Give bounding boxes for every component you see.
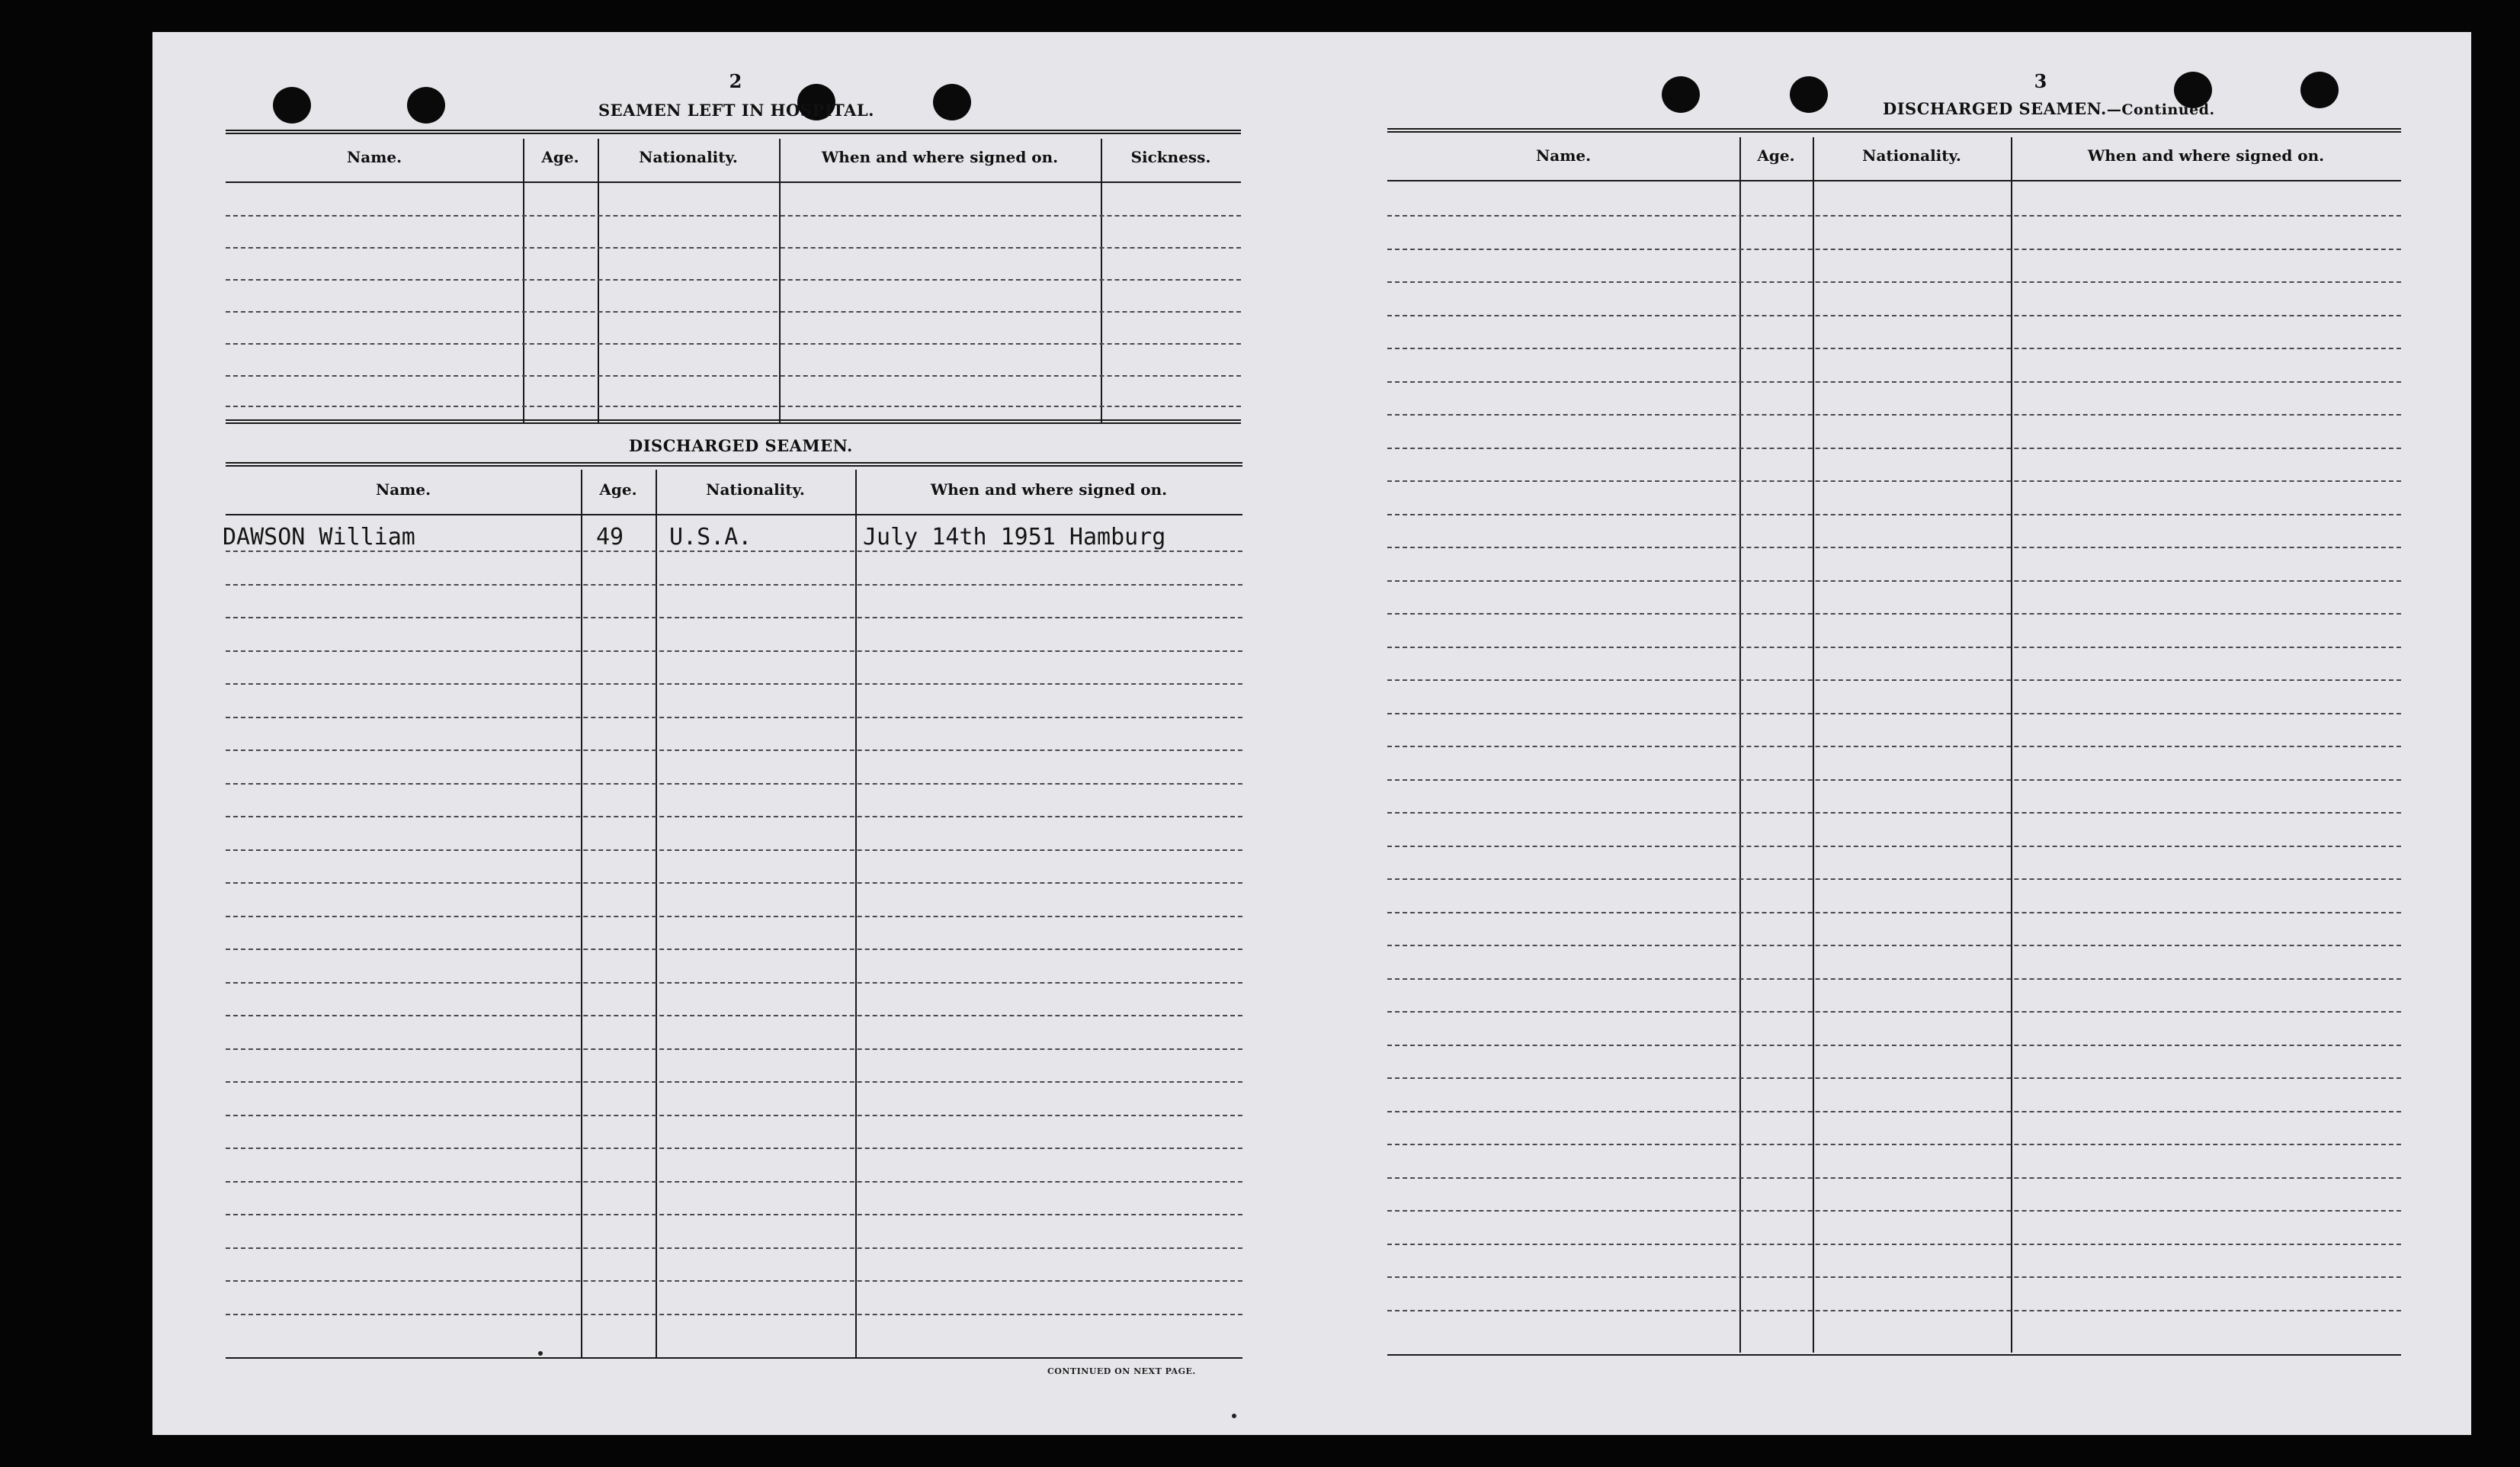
header-rule: [226, 514, 1242, 515]
ruled-line: [226, 1314, 1242, 1315]
ruled-line: [226, 1247, 1242, 1249]
ruled-line: [1387, 945, 2401, 946]
column-divider: [1739, 137, 1741, 1353]
column-header-signed-on: When and where signed on.: [930, 480, 1168, 499]
ruled-line: [226, 783, 1242, 785]
ruled-line: [1387, 580, 2401, 582]
column-divider: [2011, 137, 2012, 1353]
ruled-line: [1387, 1210, 2401, 1212]
column-header-sickness: Sickness.: [1130, 148, 1211, 166]
ruled-line: [226, 949, 1242, 950]
ruled-line: [1387, 1111, 2401, 1112]
ruled-line: [226, 1181, 1242, 1183]
ruled-line: [226, 1280, 1242, 1282]
column-header-age: Age.: [541, 148, 579, 166]
column-divider: [523, 139, 524, 422]
column-header-name: Name.: [375, 480, 431, 499]
seaman-name: DAWSON William: [223, 524, 415, 551]
title-text: DISCHARGED SEAMEN.: [1883, 99, 2107, 118]
ruled-line: [226, 650, 1242, 652]
hospital-section-title: SEAMEN LEFT IN HOSPITAL.: [598, 101, 874, 120]
discharged-continued-title: [1883, 99, 2215, 118]
ruled-line: [226, 982, 1242, 984]
ruled-line: [1387, 746, 2401, 747]
column-divider: [779, 139, 781, 422]
column-header-nationality: Nationality.: [639, 148, 738, 166]
ruled-line: [226, 584, 1242, 586]
ruled-line: [226, 1015, 1242, 1016]
header-rule: [1387, 180, 2401, 181]
ruled-line: [1387, 713, 2401, 714]
column-divider: [598, 139, 599, 422]
left-page: [152, 32, 1281, 1435]
discharged-section-title: DISCHARGED SEAMEN.: [629, 436, 853, 455]
ink-dot: [538, 1351, 543, 1356]
column-header-nationality: Nationality.: [1862, 146, 1961, 165]
column-divider: [1813, 137, 1814, 1353]
ruled-line: [1387, 846, 2401, 847]
ruled-line: [1387, 547, 2401, 548]
ruled-line: [226, 551, 1242, 552]
title-suffix: —Continued.: [2106, 101, 2215, 118]
seaman-age: 49: [596, 524, 624, 551]
ruled-line: [1387, 1244, 2401, 1245]
ruled-line: [226, 1214, 1242, 1215]
ruled-line: [1387, 480, 2401, 482]
ruled-line: [1387, 414, 2401, 416]
ruled-line: [1387, 679, 2401, 681]
ruled-line: [226, 343, 1241, 345]
ruled-line: [226, 215, 1241, 217]
ruled-line: [226, 1081, 1242, 1083]
ruled-line: [226, 279, 1241, 281]
ruled-line: [226, 1115, 1242, 1116]
double-rule: [226, 130, 1241, 134]
ruled-line: [226, 617, 1242, 618]
ink-dot: [1232, 1414, 1236, 1418]
ruled-line: [1387, 1177, 2401, 1179]
double-rule: [1387, 128, 2401, 133]
ruled-line: [226, 247, 1241, 249]
bottom-rule: [1387, 1354, 2401, 1356]
ruled-line: [1387, 647, 2401, 648]
seaman-signed-on: July 14th 1951 Hamburg: [863, 524, 1166, 551]
bottom-rule: [226, 1357, 1242, 1359]
header-rule: [226, 181, 1241, 183]
ruled-line: [1387, 315, 2401, 316]
ruled-line: [226, 1148, 1242, 1149]
column-header-name: Name.: [346, 148, 402, 166]
ruled-line: [1387, 779, 2401, 781]
ruled-line: [226, 311, 1241, 313]
continued-note: CONTINUED ON NEXT PAGE.: [1047, 1366, 1196, 1376]
ruled-line: [1387, 613, 2401, 615]
double-rule: [226, 419, 1241, 424]
ruled-line: [226, 750, 1242, 751]
page-number: 3: [2034, 70, 2047, 92]
ruled-line: [1387, 1045, 2401, 1046]
page-number: 2: [729, 70, 742, 92]
ruled-line: [1387, 1144, 2401, 1145]
column-divider: [855, 470, 857, 1357]
ruled-line: [1387, 1077, 2401, 1079]
ruled-line: [226, 916, 1242, 917]
ruled-line: [1387, 249, 2401, 250]
ruled-line: [1387, 348, 2401, 349]
ruled-line: [1387, 215, 2401, 217]
right-page: [1311, 32, 2471, 1435]
ruled-line: [1387, 1276, 2401, 1278]
ruled-line: [226, 1048, 1242, 1050]
column-header-age: Age.: [599, 480, 637, 499]
seaman-nationality: U.S.A.: [669, 524, 752, 551]
ruled-line: [1387, 514, 2401, 515]
ruled-line: [1387, 448, 2401, 449]
column-divider: [656, 470, 657, 1357]
column-header-signed-on: When and where signed on.: [2087, 146, 2325, 165]
document-paper: [152, 32, 2471, 1435]
ruled-line: [226, 375, 1241, 377]
ruled-line: [1387, 978, 2401, 980]
column-header-signed-on: When and where signed on.: [821, 148, 1059, 166]
ruled-line: [1387, 281, 2401, 283]
ruled-line: [226, 882, 1242, 884]
ruled-line: [1387, 878, 2401, 880]
ruled-line: [226, 717, 1242, 718]
ruled-line: [1387, 1011, 2401, 1013]
column-header-age: Age.: [1757, 146, 1795, 165]
column-header-name: Name.: [1535, 146, 1592, 165]
column-header-nationality: Nationality.: [706, 480, 805, 499]
column-divider: [581, 470, 582, 1357]
ruled-line: [1387, 1310, 2401, 1311]
double-rule: [226, 462, 1242, 467]
ruled-line: [226, 816, 1242, 817]
ruled-line: [226, 849, 1242, 851]
ruled-line: [1387, 912, 2401, 913]
ruled-line: [226, 406, 1241, 407]
ruled-line: [226, 683, 1242, 685]
column-divider: [1101, 139, 1102, 422]
ruled-line: [1387, 812, 2401, 814]
ruled-line: [1387, 381, 2401, 383]
